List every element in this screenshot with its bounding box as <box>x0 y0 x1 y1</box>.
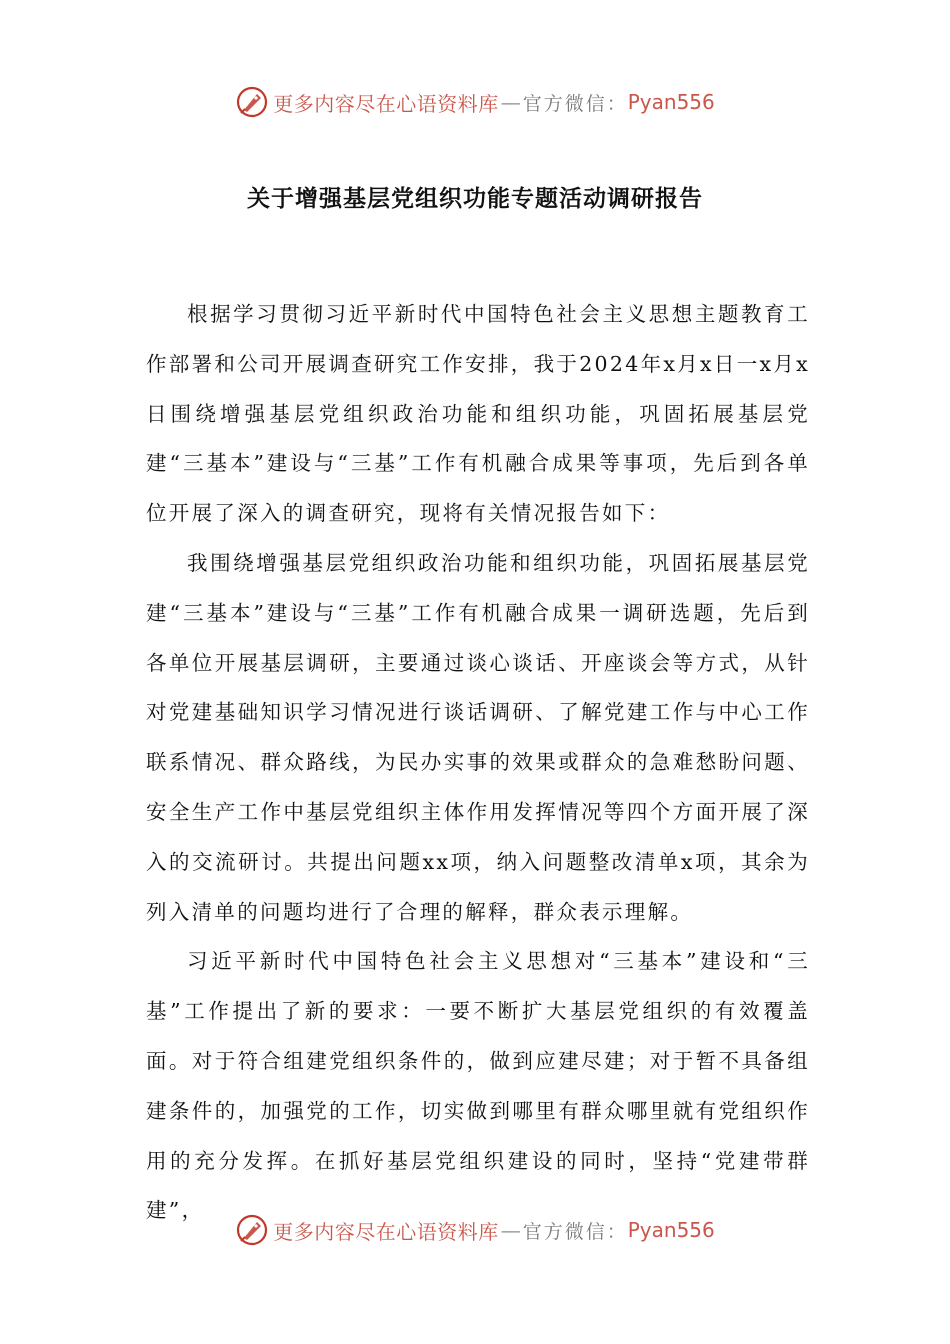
watermark-main-text: 更多内容尽在心语资料库 <box>273 1219 499 1244</box>
document-title: 关于增强基层党组织功能专题活动调研报告 <box>247 185 703 212</box>
watermark-separator: — <box>500 1218 521 1242</box>
watermark-sub-text: 官方微信： <box>522 92 628 115</box>
footer-watermark <box>0 1210 950 1250</box>
document-body <box>146 290 810 1236</box>
watermark-main-text: 更多内容尽在心语资料库 <box>273 91 499 116</box>
watermark-id: Pyan556 <box>627 90 715 114</box>
watermark-separator: — <box>500 90 521 114</box>
paragraph: 我围绕增强基层党组织政治功能和组织功能，巩固拓展基层党建“三基本”建设与“三基”工作有机融合成果一调研选题，先后到各单位开展基层调研，主要通过谈心谈话、开座谈会等方式，从针对党建基础知识学习情况进行谈话调研、了解党建工作与中心工作联系情况、群众路线，为民办实事的效果或群众的急难愁盼问题、安全生产工作中基层党组织主体作用发挥情况等四个方面开展了深入的交流研讨。共提出问题xx项，纳入问题整改清单x项，其余为列入清单的问题均进行了合理的解释，群众表示理解。 <box>146 550 810 924</box>
pen-nib-icon <box>235 1213 269 1247</box>
pen-nib-icon <box>235 85 269 119</box>
paragraph: 习近平新时代中国特色社会主义思想对“三基本”建设和“三基”工作提出了新的要求：一要不断扩大基层党组织的有效覆盖面。对于符合组建党组织条件的，做到应建尽建；对于暂不具备组建条件的，加强党的工作，切实做到哪里有群众哪里就有党组织作用的充分发挥。在抓好基层党组织建设的同时，坚持“党建带群建”， <box>146 949 810 1223</box>
watermark-id: Pyan556 <box>627 1218 715 1242</box>
watermark-sub-text: 官方微信： <box>522 1220 628 1243</box>
header-watermark <box>0 82 950 122</box>
paragraph: 根据学习贯彻习近平新时代中国特色社会主义思想主题教育工作部署和公司开展调查研究工作安排，我于2024年x月x日一x月x日围绕增强基层党组织政治功能和组织功能，巩固拓展基层党建“三基本”建设与“三基”工作有机融合成果等事项，先后到各单位开展了深入的调查研究，现将有关情况报告如下： <box>146 302 811 526</box>
